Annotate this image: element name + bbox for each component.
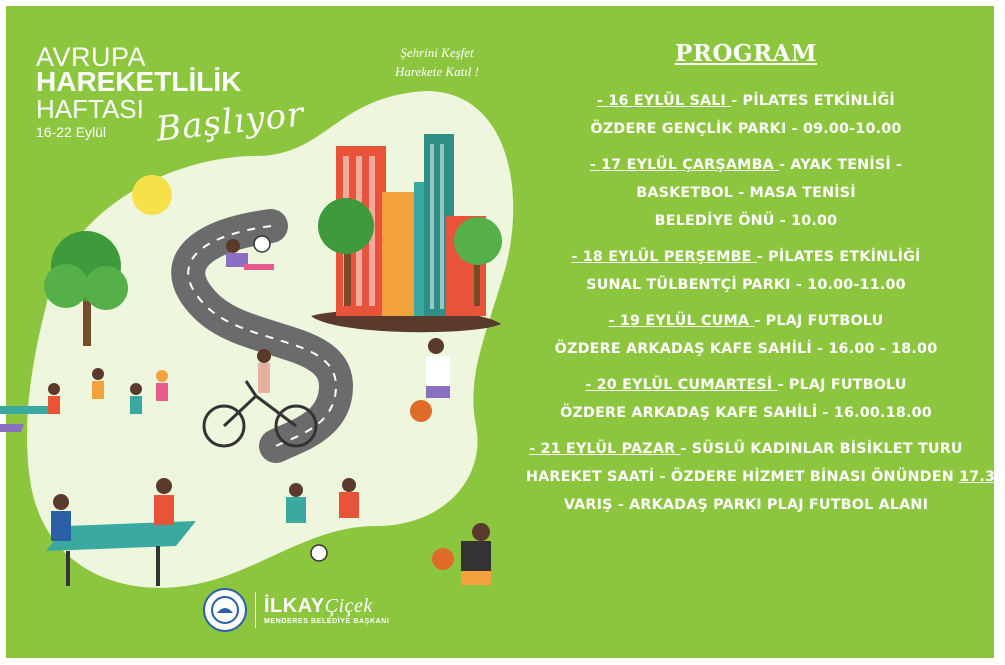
title-line-2: HAREKETLİLİK xyxy=(36,66,242,97)
program-title: PROGRAM xyxy=(674,40,817,67)
mayor-logo xyxy=(203,588,389,632)
event-time: 17.30 xyxy=(959,469,1005,485)
event-detail: VARIŞ - ARKADAŞ PARKI PLAJ FUTBOL ALANI xyxy=(563,497,929,513)
program-section xyxy=(526,40,1005,527)
event-detail: ÖZDERE ARKADAŞ KAFE SAHİLİ - 16.00.18.00 xyxy=(560,405,932,421)
event-item xyxy=(526,307,966,363)
logo-subtitle: MENDERES BELEDİYE BAŞKANI xyxy=(264,618,390,625)
logo-name-script: Çiçek xyxy=(324,595,373,617)
slogan-line-2: Harekete Katıl ! xyxy=(395,64,479,79)
title-line-1: AVRUPA xyxy=(36,42,147,72)
event-item xyxy=(526,243,966,299)
event-activity: - PLAJ FUTBOLU xyxy=(754,313,884,329)
event-detail: BELEDİYE ÖNÜ - 10.00 xyxy=(654,213,838,229)
sun-icon xyxy=(132,175,172,215)
event-date: - 18 EYLÜL PERŞEMBE xyxy=(571,249,757,265)
logo-text xyxy=(264,595,389,625)
event-date: - 20 EYLÜL CUMARTESİ xyxy=(585,377,778,393)
event-detail: ÖZDERE GENÇLİK PARKI - 09.00-10.00 xyxy=(590,121,902,137)
event-detail: SUNAL TÜLBENTÇİ PARKI - 10.00-11.00 xyxy=(586,277,906,293)
event-item xyxy=(526,435,1005,519)
event-detail: ÖZDERE ARKADAŞ KAFE SAHİLİ - 16.00 - 18.00 xyxy=(554,341,938,357)
logo-divider xyxy=(255,592,256,628)
slogan-line-1: Şehrini Keşfet xyxy=(400,45,474,60)
event-activity: - SÜSLÜ KADINLAR BİSİKLET TURU xyxy=(680,441,963,457)
event-item xyxy=(526,87,966,143)
title-line-3: HAFTASI xyxy=(36,94,144,124)
logo-name-bold: İLKAY xyxy=(264,595,325,617)
event-activity: - PİLATES ETKİNLİĞİ xyxy=(756,249,921,265)
slogan xyxy=(362,43,512,81)
event-date: - 19 EYLÜL CUMA xyxy=(608,313,755,329)
event-activity: - PLAJ FUTBOLU xyxy=(777,377,907,393)
event-date: - 17 EYLÜL ÇARŞAMBA xyxy=(589,157,780,173)
event-detail: HAREKET SAATİ - ÖZDERE HİZMET BİNASI ÖNÜNDEN xyxy=(526,469,960,485)
event-item xyxy=(526,371,966,427)
event-activity: - AYAK TENİSİ - xyxy=(779,157,903,173)
event-date: - 21 EYLÜL PAZAR xyxy=(529,441,681,457)
script-heading: Başlıyor xyxy=(154,94,307,150)
municipality-seal-icon xyxy=(203,588,247,632)
poster xyxy=(6,6,1005,658)
event-item xyxy=(526,151,966,235)
basketball-player xyxy=(432,523,491,585)
event-detail: BASKETBOL - MASA TENİSİ xyxy=(636,185,856,201)
event-activity: - PİLATES ETKİNLİĞİ xyxy=(731,93,895,109)
event-date: - 16 EYLÜL SALI xyxy=(597,93,732,109)
event-dates: 16-22 Eylül xyxy=(36,124,107,140)
